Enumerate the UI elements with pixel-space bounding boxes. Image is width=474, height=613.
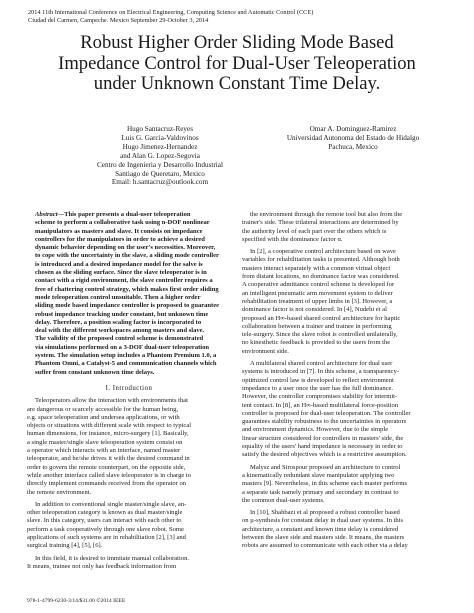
text-line: satisfy the desired objectives which is a restrictive assumption. [242,451,407,459]
text-line: architecture, a constant and known time delay is considered [242,525,399,533]
text-line: trainer's side. These trilateral interactions are determined by [242,219,399,227]
abstract-line: is introduced and a desired impedance model for the salve is [35,260,203,268]
abstract-line: chosen as the sliding surface. Since the slave teleoperator is in [35,269,207,277]
text-line: controller is proposed for dual-user teleoperation. The controller [242,409,411,417]
right-para-3 [242,360,446,464]
text-line: specified with the dominance factor α. [242,235,343,243]
abstract-line [35,211,231,219]
text-line: proposed an H∞-based shared control architecture for haptic [242,314,401,322]
conference-line-2: Ciudad del Carmen, Campeche. Mexico September 29-October 3, 2014 [28,17,209,25]
text-line: no kinesthetic feedback is provided to the users from the [242,339,391,347]
text-line: are dangerous or scarcely accessible for the human being, [27,405,179,413]
right-para-2 [242,248,446,360]
text-line: other teleoperation category is known as dual master/single [27,509,183,517]
author-line: Omar A. Dominguez-Ramirez [309,125,397,133]
text-line: equality of the users' hand impedance is necessary in order to [242,443,403,451]
affiliation-line: Pachuca, Mexico [328,142,378,151]
text-line: masters [9]. Nevertheless, in this scheme each master performs [242,480,408,488]
text-line: In [10], Shahbazi et al proposed a robust controller based [250,509,400,517]
abstract-line: sliding mode based impedance controller is proposed to guarantee [35,302,220,310]
text-line: linear structure considered for controllers in masters' side, the [242,434,404,442]
affiliation-line: Universidad Autonoma del Estado de Hidalgo [286,133,420,142]
text-line: perform a task cooperatively through one slave robot. Some [27,525,184,533]
abstract-first-text: —This paper presents a dual-user teleoperation [57,211,191,218]
text-line: directly implement commands received from the operator on [27,480,187,488]
authors-right [263,125,443,152]
abstract [27,211,231,377]
conference-header [28,9,448,25]
text-line: tent contact. In [8], an H∞-based multilateral force-position [242,401,399,409]
abstract-line: to cope with the uncertainty in the slave, a sliding mode controller [35,252,219,260]
text-line: A multilateral shared control architecture for dual user [250,360,393,368]
text-line: slave. In this category, users can interact with each other to [27,517,182,525]
text-line: optimized control law is developed to reflect environment [242,376,394,384]
abstract-line: The validity of the proposed control scheme is demonstrated [35,335,204,343]
text-line: impedance to a user once the user has the full dominance. [242,384,394,392]
paper-title [20,33,454,95]
abstract-line: delay. Therefore, a position scaling factor is incorporated to [35,318,202,326]
text-line: variables for rehabilitation tasks is presented. Although both [242,256,400,264]
affiliation-line: Santiago de Queretaro, Mexico [115,169,205,178]
text-line: In [2], a cooperative control architecture based on wave [250,248,396,256]
text-line: the environment through the remote tool but also from the [250,211,403,218]
author-line: Luis G. Garcia-Valdovinos [121,133,199,142]
intro-para-1 [27,397,231,501]
title-line-1: Robust Higher Order Sliding Mode Based [80,32,394,53]
text-line: robots are assumed to communicate with each other via a delay [242,542,408,550]
text-line: while another interface called slave teleoperator is in charge to [27,471,192,479]
text-line: masters interact separately with a common virtual object [242,264,391,272]
text-line: tele-surgery. Since the slave robot is controlled unilaterally, [242,331,398,339]
abstract-line: controllers for the manipulators in order to achieve a desired [35,235,205,243]
text-line: In addition to conventional single master/single slave, an- [35,500,187,508]
text-line: a kinematically redundant slave manipulator applying two [242,471,395,479]
intro-para-2 [27,501,231,555]
text-line: order to govern the remote counterpart, on the opposite side, [27,463,186,471]
section-heading: I. Introduction [105,384,153,392]
text-line: on µ-synthesis for constant delay in dual user systems. In this [242,517,404,525]
abstract-line: mode teleoperation control unsuitable. Then a higher order [35,293,201,301]
abstract-line: suffer from constant unknown time delays. [35,368,155,376]
abstract-line: scheme to perform a collaborative task using n-DOF nonlinear [35,219,210,227]
abstract-line: Phantom Omni, a Catalyst-5 and communication channels which [35,360,217,368]
abstract-line: via simulations performed on a 3-DOF dual-user teleoperation [35,343,210,351]
author-line: Hugo Santacruz-Reyes [126,125,194,133]
abstract-line: manipulators as masters and slave. It consists on impedance [35,227,203,235]
right-para-1 [242,211,446,248]
text-line: the authority level of each part over the others which is [242,227,387,235]
abstract-line: contact with a rigid environment, the slave controller requires a [35,277,213,285]
text-line: the common dual-user systems. [242,496,325,504]
text-line: Teleoperators allow the interaction with environments that [35,397,188,405]
text-line: However, the controller compromises stability for intermit- [242,393,398,401]
text-line: teleoperator, and he/she drives it with the desired command in [27,455,190,463]
text-line: objects or situations with different scale with respect to typical [27,422,192,430]
text-line: human dimensions, for instance, micro-surgery [1]. Basically, [27,430,189,438]
abstract-line: robust impedance tracking under constant, but unknown time [35,310,209,318]
abstract-line: deal with the different workspaces among masters and slave. [35,327,205,335]
abstract-line: system. The simulation setup includes a Phantom Premium 1.0, a [35,352,217,360]
text-line: dominance factor is not considered. In [4], Nudehi et al [242,306,387,314]
text-line: collaboration between a trainer and trainee in performing [242,322,392,330]
text-line: surgical training [4], [5], [6]. [27,542,103,550]
author-line: and Alan G. Lopez-Segovia [120,151,200,160]
text-line: e.g. space teleoperation and undersea applications, or with [27,413,180,421]
email-line: Email: h.santacruz@outlook.com [111,178,209,187]
author-line: Hugo Jimenez-Hernandez [122,142,198,151]
title-line-3: under Unknown Constant Time Delay. [93,73,381,94]
text-line: an intelligent pneumatic arm movement system to deliver [242,289,393,297]
text-line: It means, trainee not only has feedback information from [27,562,177,570]
text-line: and environment dynamics. However, due to the simple [242,426,389,434]
affiliation-line: Centro de Ingenieria y Desarrollo Industrial [97,160,223,169]
abstract-line: dynamic behavior depending on the user's necessities. Moreover, [35,244,216,252]
conference-line-1: 2014 11th International Conference on Electrical Engineering, Computing Science and Automatic Control (CCE) [28,9,314,16]
authors-left [60,125,260,187]
text-line: the remote environment. [27,488,92,496]
text-line: A cooperative admittance control scheme is developed for [242,281,395,289]
abstract-line: free of chattering control strategy, which makes first order sliding [35,285,219,293]
text-line: Malysz and Sirospour proposed an architecture to control [250,463,401,471]
right-para-5 [242,509,446,554]
text-line: applications of such systems are in rehabilitation [2], [3] and [27,533,186,541]
intro-para-3 [27,555,231,576]
text-line: a single master/single slave teleoperation system consist on [27,438,183,446]
right-column [242,211,446,555]
text-line: between the slave side and masters side. It means, the masters [242,533,405,541]
text-line: guarantees stability robustness to the uncertainties in operators [242,418,407,426]
right-para-4 [242,464,446,509]
title-line-2: Impedance Control for Dual-User Teleoperation [58,52,416,74]
text-line: In this field, it is desired to immitate manual collaboration. [35,554,189,562]
text-line: a operator which interacts with an interface, named master [27,447,181,455]
abstract-label: Abstract [35,211,58,218]
text-line: from distant locations, no dominance factor was considered. [242,273,400,281]
text-line: systems is introduced in [7]. In this scheme, a transparency- [242,368,399,376]
left-column [27,211,231,575]
text-line: rehabilitation treatment of upper limbs in [3]. However, a [242,297,393,305]
text-line: a separate task namely primary and secondary in contrast to [242,488,399,496]
text-line: environment side. [242,347,289,355]
copyright-footer: 978-1-4799-6230-3/14/$31.00 ©2014 IEEE [27,598,126,604]
